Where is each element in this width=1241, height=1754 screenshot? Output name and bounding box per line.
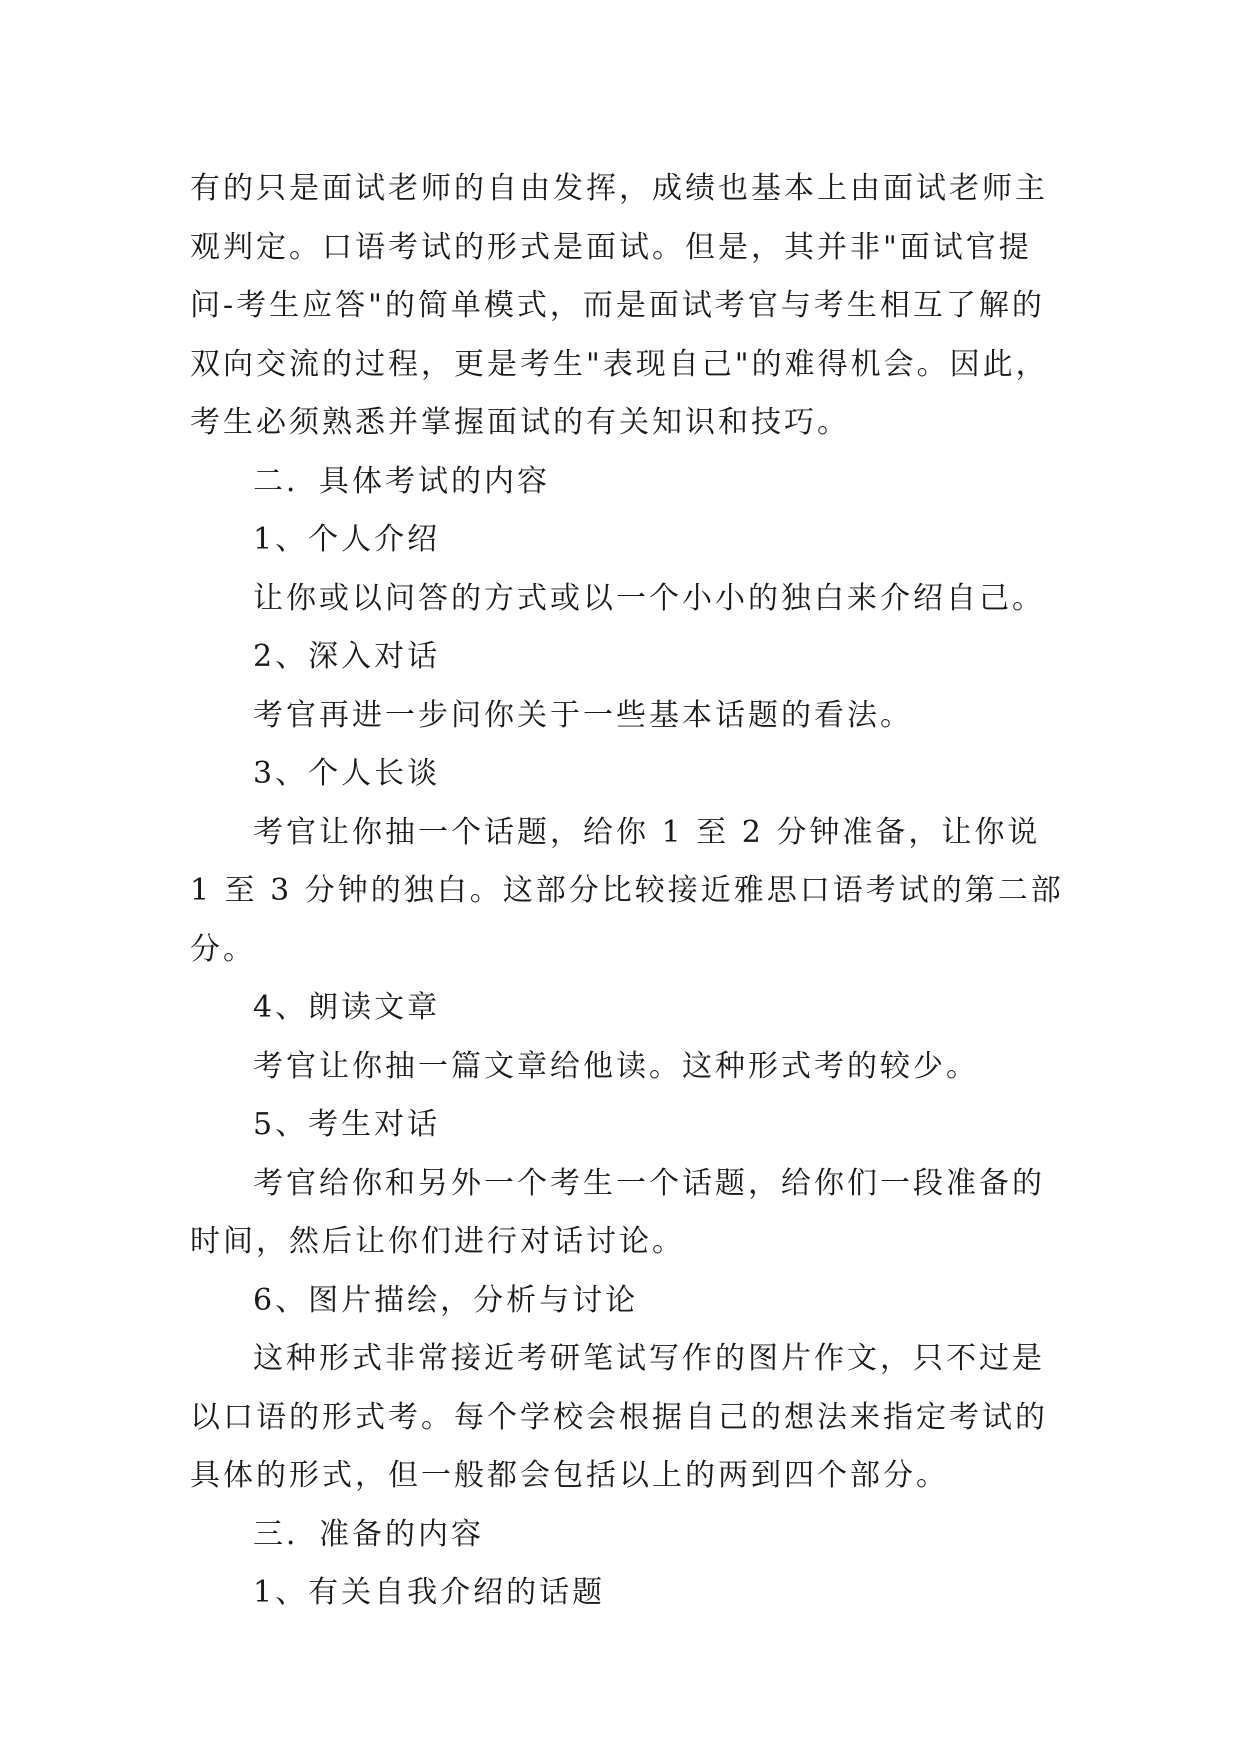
paragraph-self-intro: 让你或以问答的方式或以一个小小的独白来介绍自己。	[253, 580, 1045, 616]
section-heading-exam-content: 二．具体考试的内容	[253, 463, 550, 499]
paragraph-reading: 考官让你抽一篇文章给他读。这种形式考的较少。	[253, 1048, 979, 1084]
paragraph-intro: 有的只是面试老师的自由发挥，成绩也基本上由面试老师主观判定。口语考试的形式是面试。但是，其并非"面试官提问-考生应答"的简单模式，而是面试考官与考生相互了解的双向交流的过程，更是考生"表现自己"的难得机会。因此，考生必须熟悉并掌握面试的有关知识和技巧。	[190, 171, 1049, 440]
item-heading-picture: 6、图片描绘，分析与讨论	[253, 1282, 639, 1318]
item-heading-deep-dialogue: 2、深入对话	[253, 639, 441, 674]
section-heading-preparation: 三．准备的内容	[253, 1516, 484, 1552]
paragraph-long-talk: 考官让你抽一个话题，给你 1 至 2 分钟准备，让你说 1 至 3 分钟的独白。这部分比较接近雅思口语考试的第二部分。	[190, 814, 1064, 967]
document-body	[190, 160, 1070, 1623]
paragraph-picture: 这种形式非常接近考研笔试写作的图片作文，只不过是以口语的形式考。每个学校会根据自己的想法来指定考试的具体的形式，但一般都会包括以上的两到四个部分。	[190, 1341, 1048, 1493]
item-heading-long-talk: 3、个人长谈	[253, 756, 441, 791]
item-heading-reading: 4、朗读文章	[253, 990, 441, 1025]
paragraph-candidate-dialogue: 考官给你和另外一个考生一个话题，给你们一段准备的时间，然后让你们进行对话讨论。	[190, 1165, 1045, 1259]
item-heading-self-intro-topics: 1、有关自我介绍的话题	[253, 1575, 606, 1610]
item-heading-self-intro: 1、个人介绍	[253, 522, 441, 557]
item-heading-candidate-dialogue: 5、考生对话	[253, 1107, 441, 1142]
paragraph-deep-dialogue: 考官再进一步问你关于一些基本话题的看法。	[253, 697, 913, 733]
